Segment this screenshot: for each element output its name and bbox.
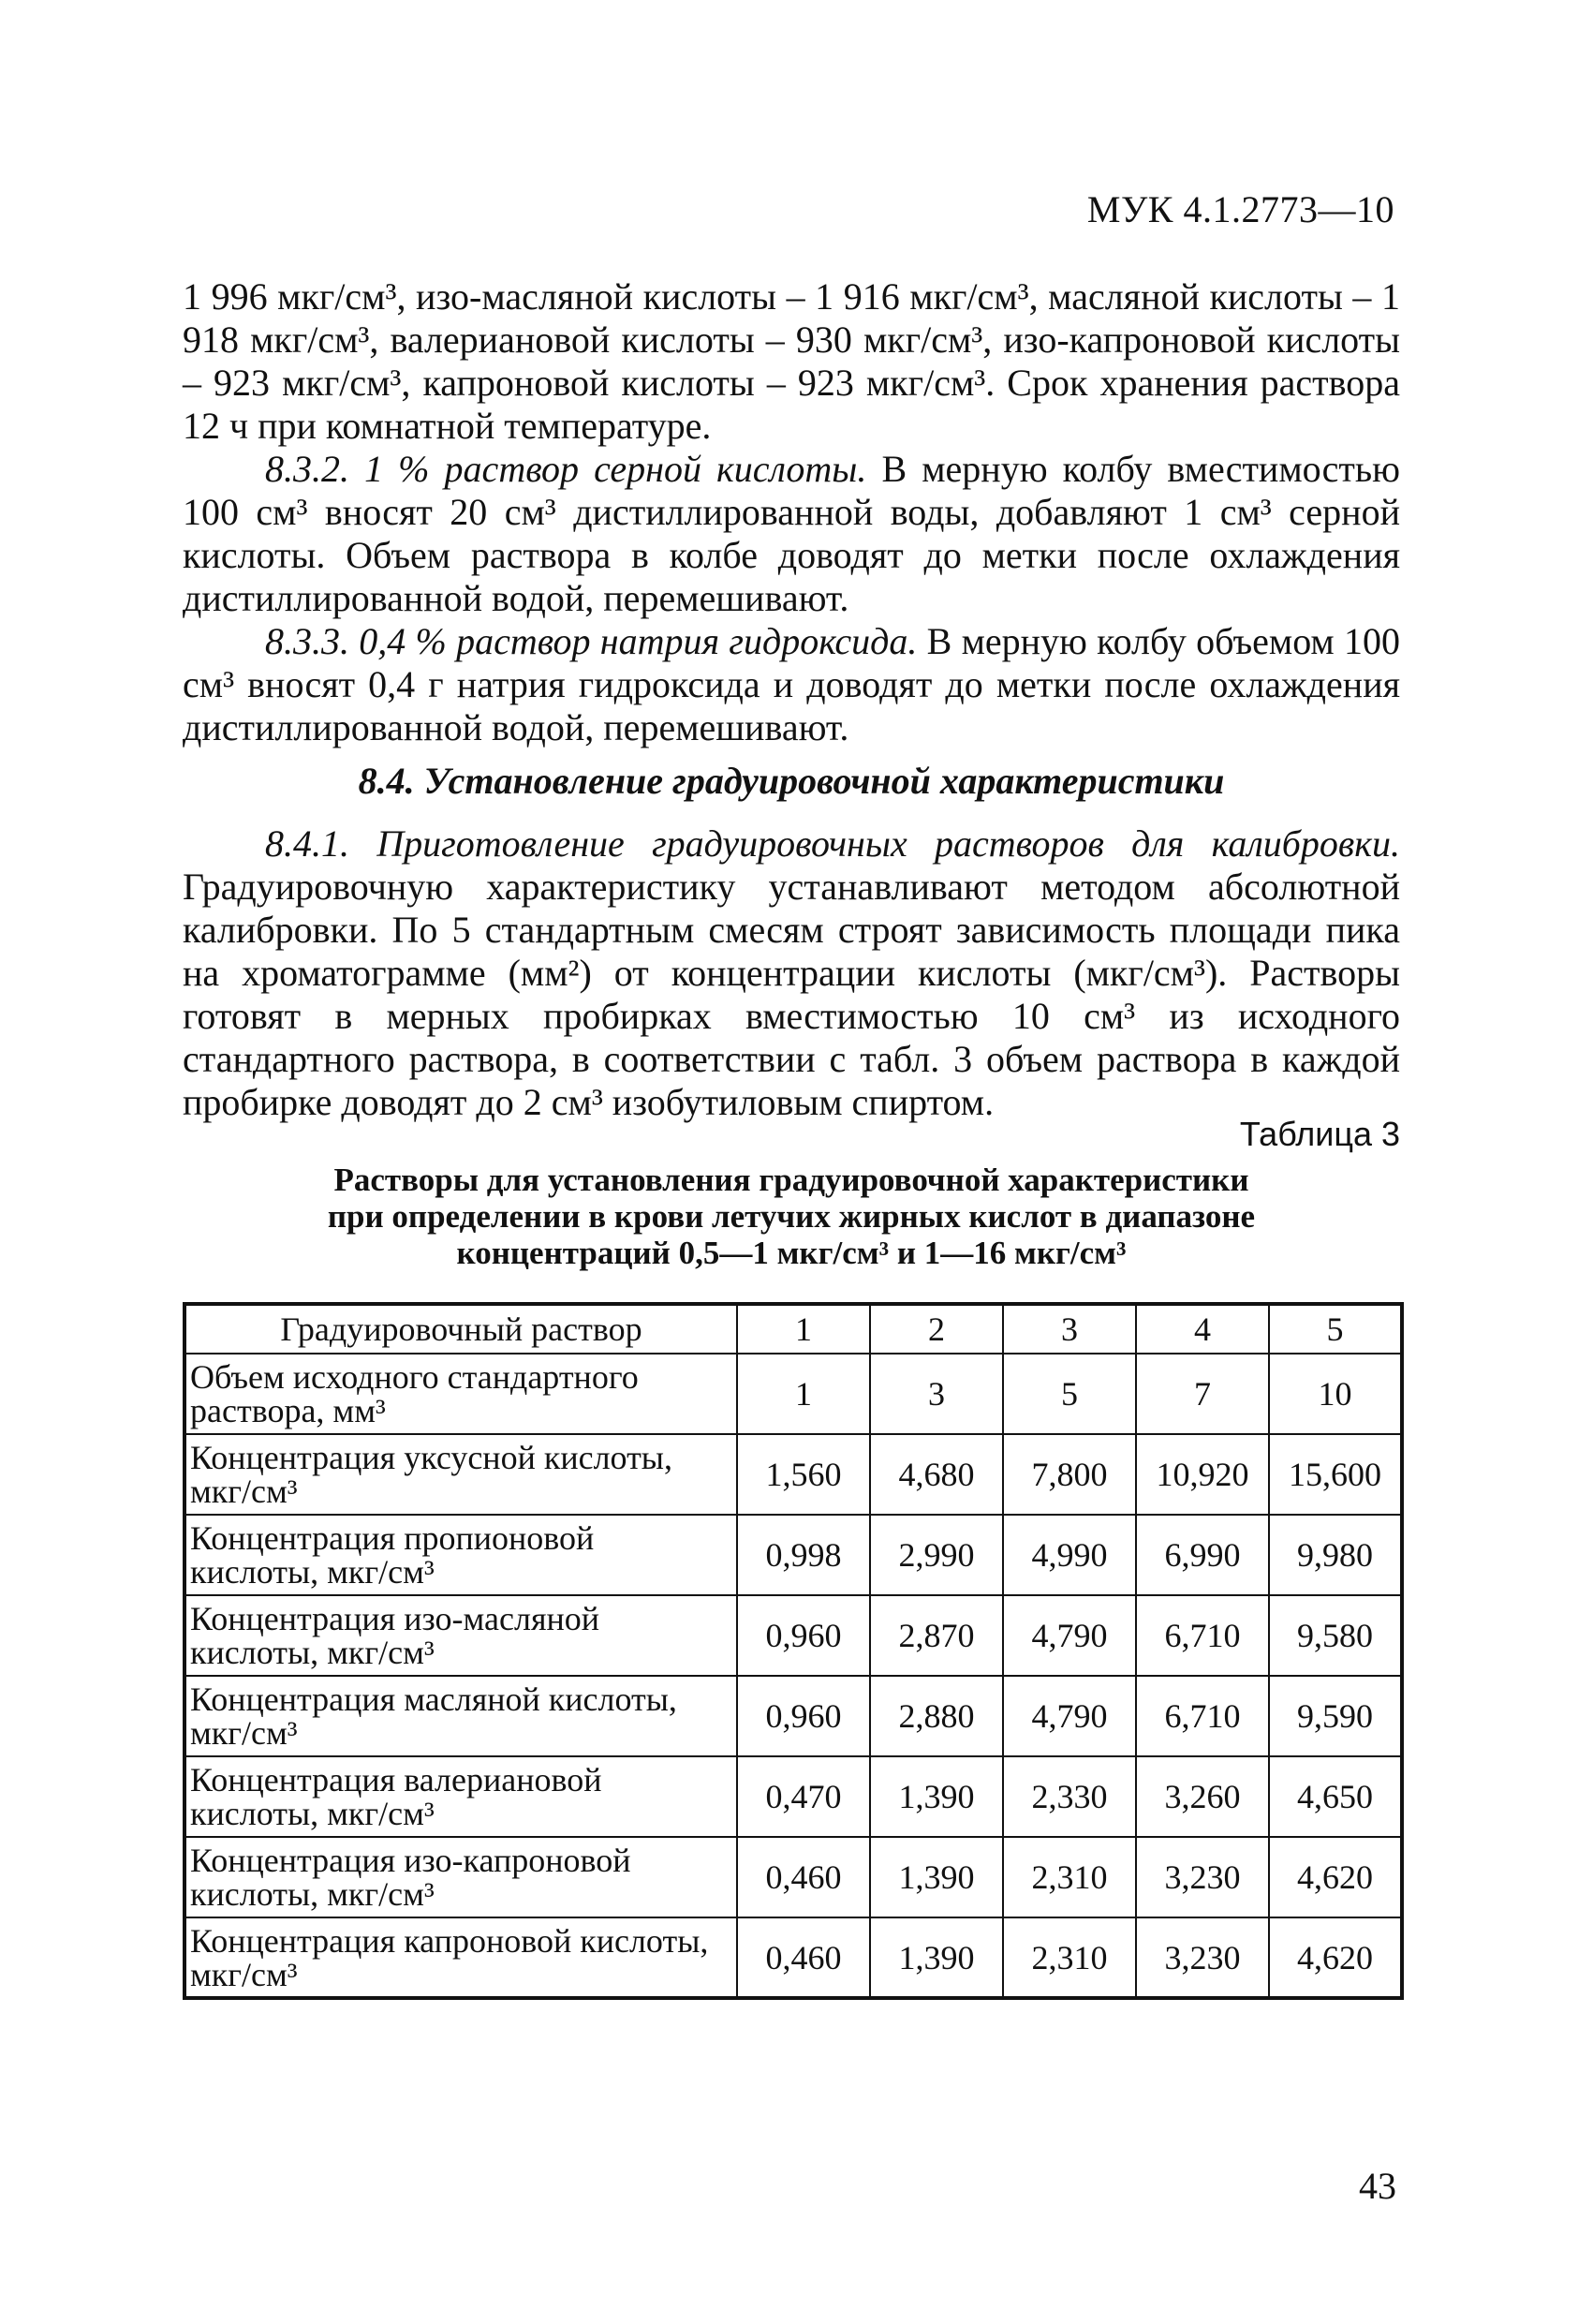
table-cell: 10 (1269, 1354, 1402, 1434)
table-row (184, 1837, 1402, 1917)
table-cell: 4,990 (1003, 1515, 1136, 1595)
table-caption-line: Растворы для установления градуировочной характеристики (333, 1162, 1249, 1198)
table-cell: 3,230 (1136, 1837, 1269, 1917)
table-row-label: Концентрация пропионовой кислоты, мкг/см³ (184, 1515, 737, 1595)
table-cell: 2,870 (870, 1595, 1003, 1676)
table-cell: 4,680 (870, 1434, 1003, 1515)
table-caption (183, 1162, 1400, 1271)
table-cell: 2,990 (870, 1515, 1003, 1595)
paragraph-8-4-1 (183, 822, 1400, 1124)
table-caption-line: при определении в крови летучих жирных кислот в диапазоне (327, 1198, 1256, 1235)
table-cell: 7,800 (1003, 1434, 1136, 1515)
table-cell: 1,390 (870, 1756, 1003, 1837)
table-cell: 0,470 (737, 1756, 870, 1837)
table-cell: 2,310 (1003, 1917, 1136, 1998)
table-header-cell: 2 (870, 1304, 1003, 1354)
table-row (184, 1515, 1402, 1595)
table-cell: 4,790 (1003, 1676, 1136, 1756)
paragraph-8-3-3 (183, 620, 1400, 749)
text-block-top (183, 275, 1400, 749)
paragraph-8-3-2-body: В мерную колбу вместимостью 100 см³ вносят 20 см³ дистиллированной воды, добавляют 1 см³ серной кислоты. Объем раствора в колбе доводят до метки после охлаждения дистиллированной водой, перемешивают. (183, 448, 1400, 619)
document-code: МУК 4.1.2773—10 (1086, 188, 1394, 230)
paragraph-8-3-3-title: 8.3.3. 0,4 % раствор натрия гидроксида. (265, 620, 918, 662)
table-row (184, 1434, 1402, 1515)
table-row (184, 1917, 1402, 1998)
table-row (184, 1676, 1402, 1756)
table-row-label: Объем исходного стандартного раствора, мм³ (184, 1354, 737, 1434)
table-cell: 0,460 (737, 1917, 870, 1998)
table-row-label: Концентрация изо-капроновой кислоты, мкг/см³ (184, 1837, 737, 1917)
table-row (184, 1354, 1402, 1434)
table-cell: 0,460 (737, 1837, 870, 1917)
table-header-cell: 5 (1269, 1304, 1402, 1354)
table-cell: 0,998 (737, 1515, 870, 1595)
table-cell: 0,960 (737, 1676, 870, 1756)
paragraph-8-4-1-title: 8.4.1. Приготовление градуировочных растворов для калибровки. (265, 822, 1400, 865)
table-cell: 10,920 (1136, 1434, 1269, 1515)
table-row-label: Концентрация валериановой кислоты, мкг/см³ (184, 1756, 737, 1837)
table-cell: 3,260 (1136, 1756, 1269, 1837)
table-cell: 6,710 (1136, 1595, 1269, 1676)
section-heading-8-4: 8.4. Установление градуировочной характеристики (358, 760, 1225, 802)
table-header-cell: 1 (737, 1304, 870, 1354)
table-cell: 1 (737, 1354, 870, 1434)
table-cell: 9,590 (1269, 1676, 1402, 1756)
table-header-cell: Градуировочный раствор (184, 1304, 737, 1354)
table-header-row (184, 1304, 1402, 1354)
table-cell: 15,600 (1269, 1434, 1402, 1515)
table-cell: 3 (870, 1354, 1003, 1434)
table-cell: 4,790 (1003, 1595, 1136, 1676)
text-block-bottom (183, 822, 1400, 1124)
table-header-cell: 4 (1136, 1304, 1269, 1354)
table-row-label: Концентрация уксусной кислоты, мкг/см³ (184, 1434, 737, 1515)
table-row (184, 1756, 1402, 1837)
table-cell: 2,330 (1003, 1756, 1136, 1837)
table-row-label: Концентрация капроновой кислоты, мкг/см³ (184, 1917, 737, 1998)
table-caption-line: концентраций 0,5—1 мкг/см³ и 1—16 мкг/см³ (456, 1235, 1127, 1271)
table-cell: 1,560 (737, 1434, 870, 1515)
table-cell: 4,620 (1269, 1917, 1402, 1998)
table-row-label: Концентрация изо-масляной кислоты, мкг/см³ (184, 1595, 737, 1676)
table-label: Таблица 3 (1239, 1115, 1400, 1153)
paragraph-8-3-3-body: В мерную колбу объемом 100 см³ вносят 0,4 г натрия гидроксида и доводят до метки после охлаждения дистиллированной водой, перемешивают. (183, 620, 1400, 748)
table-row-label: Концентрация масляной кислоты, мкг/см³ (184, 1676, 737, 1756)
table-cell: 9,980 (1269, 1515, 1402, 1595)
calibration-table (183, 1302, 1404, 2000)
paragraph-8-4-1-body: Градуировочную характеристику устанавливают методом абсолютной калибровки. По 5 стандартным смесям строят зависимость площади пика на хроматограмме (мм²) от концентрации кислоты (мкг/см³). Растворы готовят в мерных пробирках вместимостью 10 см³ из исходного стандартного раствора, в соответствии с табл. 3 объем раствора в каждой пробирке доводят до 2 см³ изобутиловым спиртом. (183, 866, 1400, 1123)
table-cell: 7 (1136, 1354, 1269, 1434)
page-number: 43 (1359, 2165, 1396, 2207)
table-cell: 6,710 (1136, 1676, 1269, 1756)
table-cell: 5 (1003, 1354, 1136, 1434)
paragraph-8-3-2-title: 8.3.2. 1 % раствор серной кислоты. (265, 448, 867, 490)
table-cell: 6,990 (1136, 1515, 1269, 1595)
paragraph-continuation: 1 996 мкг/см³, изо-масляной кислоты – 1 916 мкг/см³, масляной кислоты – 1 918 мкг/см³, валериановой кислоты – 930 мкг/см³, изо-капроновой кислоты – 923 мкг/см³, капроновой кислоты – 923 мкг/см³. Срок хранения раствора 12 ч при комнатной температуре. (183, 275, 1400, 447)
paragraph-8-3-2 (183, 448, 1400, 620)
table-header-cell: 3 (1003, 1304, 1136, 1354)
table-cell: 2,310 (1003, 1837, 1136, 1917)
table-cell: 3,230 (1136, 1917, 1269, 1998)
table-cell: 1,390 (870, 1837, 1003, 1917)
table-cell: 2,880 (870, 1676, 1003, 1756)
table-cell: 0,960 (737, 1595, 870, 1676)
table-cell: 9,580 (1269, 1595, 1402, 1676)
table-cell: 4,650 (1269, 1756, 1402, 1837)
table-cell: 4,620 (1269, 1837, 1402, 1917)
table-row (184, 1595, 1402, 1676)
table-cell: 1,390 (870, 1917, 1003, 1998)
